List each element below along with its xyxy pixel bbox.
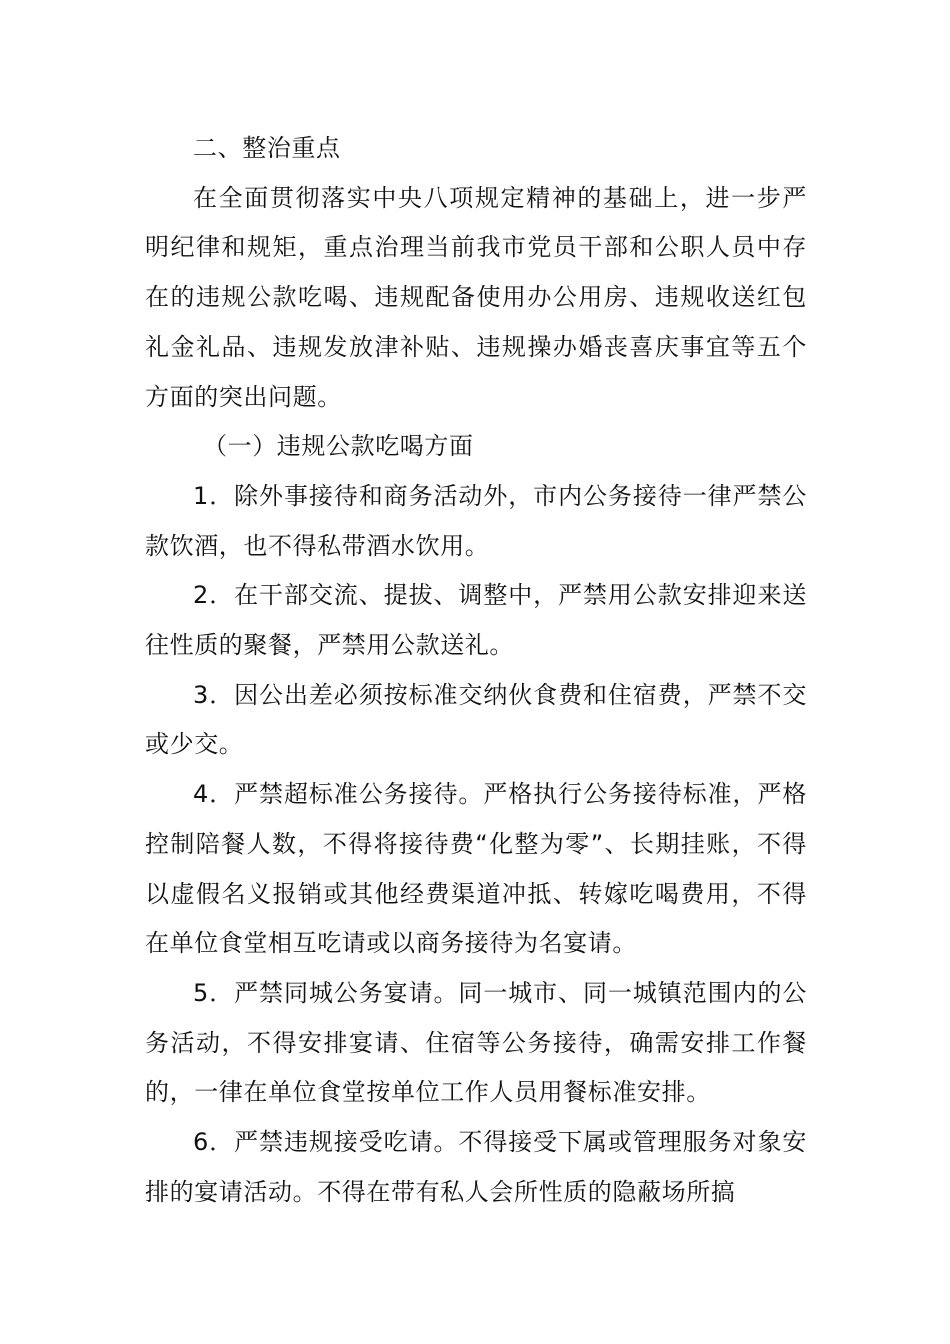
section-heading: 二、整治重点 [193, 134, 341, 162]
subsection-heading: （一）违规公款吃喝方面 [203, 432, 474, 461]
list-item: 4．严禁超标准公务接待。严格执行公务接待标准，严格控制陪餐人数，不得将接待费“化整为零”、长期挂账，不得以虚假名义报销或其他经费渠道冲抵、转嫁吃喝费用，不得在单位食堂相互吃请或以商务接待为名宴请。 [145, 780, 807, 958]
list-item: 2．在干部交流、提拔、调整中，严禁用公款安排迎来送往性质的聚餐，严禁用公款送礼。 [145, 581, 807, 660]
list-item: 5．严禁同城公务宴请。同一城市、同一城镇范围内的公务活动，不得安排宴请、住宿等公务接待，确需安排工作餐的，一律在单位食堂按单位工作人员用餐标准安排。 [145, 978, 807, 1107]
document-body [145, 124, 807, 1217]
intro-paragraph: 在全面贯彻落实中央八项规定精神的基础上，进一步严明纪律和规矩，重点治理当前我市党员干部和公职人员中存在的违规公款吃喝、违规配备使用办公用房、违规收送红包礼金礼品、违规发放津补贴、违规操办婚丧喜庆事宜等五个方面的突出问题。 [145, 183, 807, 411]
list-item: 1．除外事接待和商务活动外，市内公务接待一律严禁公款饮酒，也不得私带酒水饮用。 [145, 481, 807, 560]
list-item: 3．因公出差必须按标准交纳伙食费和住宿费，严禁不交或少交。 [145, 680, 807, 759]
list-item: 6．严禁违规接受吃请。不得接受下属或管理服务对象安排的宴请活动。不得在带有私人会所性质的隐蔽场所搞 [145, 1128, 807, 1206]
